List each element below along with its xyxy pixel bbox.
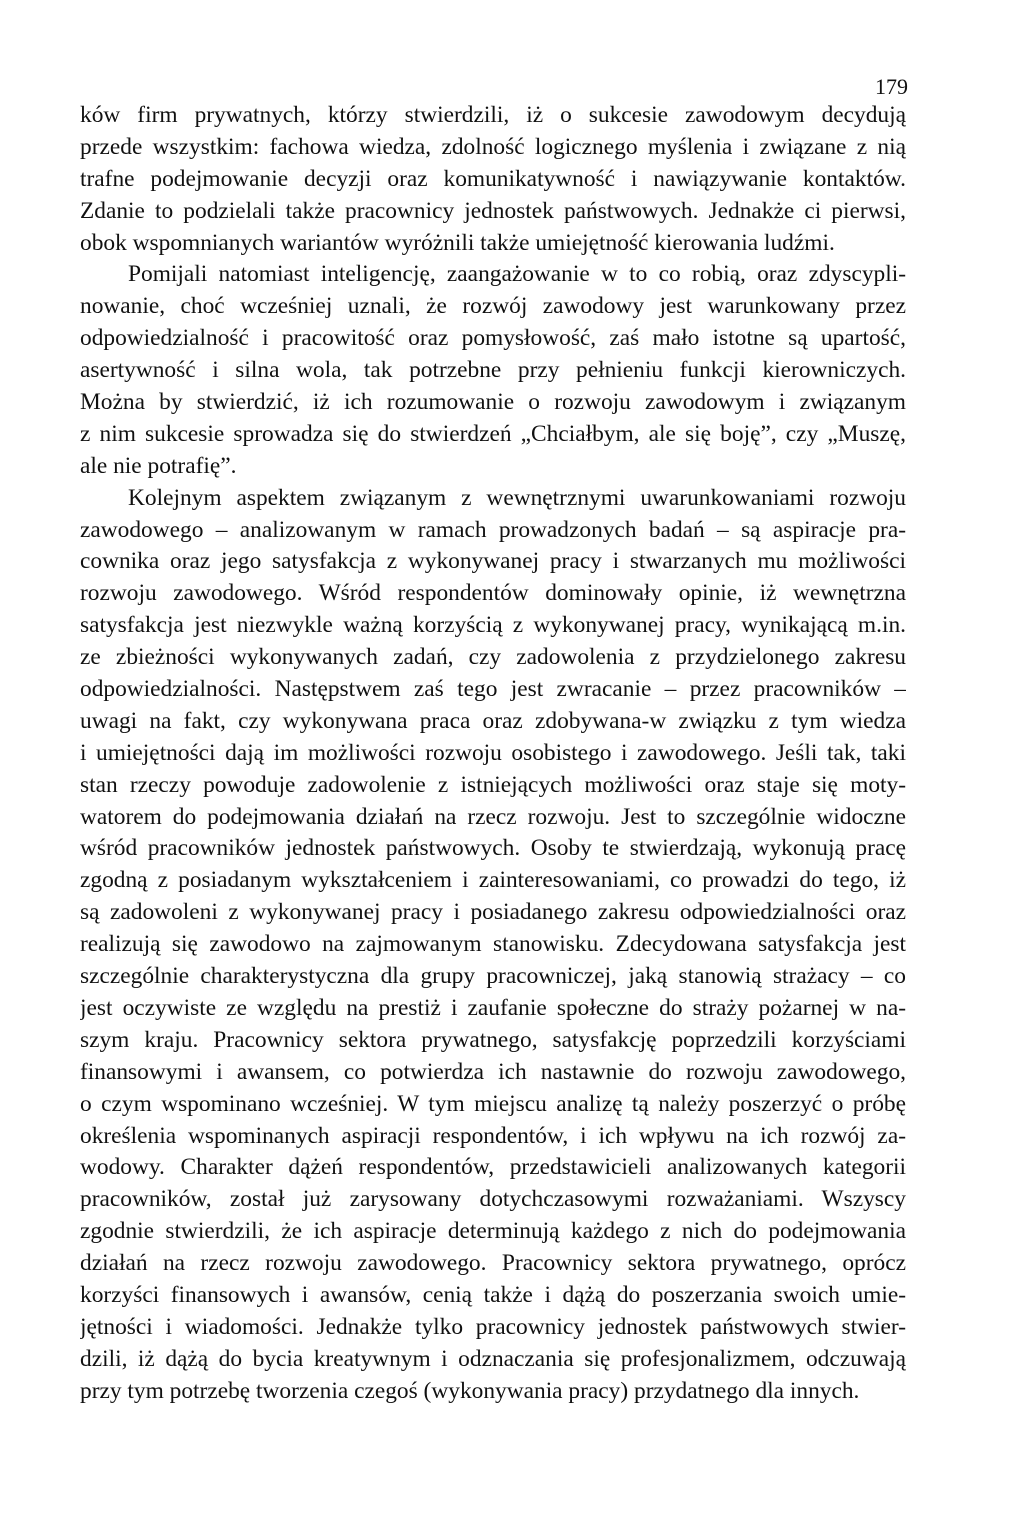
text-line: działań na rzecz rozwoju zawodowego. Pracownicy sektora prywatnego, oprócz bbox=[80, 1250, 906, 1277]
text-line: ze zbieżności wykonywanych zadań, czy zadowolenia z przydzielonego zakresu bbox=[80, 644, 906, 671]
text-line: zgodnie stwierdzili, że ich aspiracje determinują każdego z nich do podejmowania bbox=[80, 1218, 906, 1245]
text-line: przy tym potrzebę tworzenia czegoś (wykonywania pracy) przydatnego dla innych. bbox=[80, 1377, 860, 1404]
text-line: pracowników, został już zarysowany dotychczasowymi rozważaniami. Wszyscy bbox=[80, 1186, 906, 1213]
text-line: uwagi na fakt, czy wykonywana praca oraz zdobywana-w związku z tym wiedza bbox=[80, 707, 906, 734]
text-line: są zadowoleni z wykonywanej pracy i posiadanego zakresu odpowiedzialności oraz bbox=[80, 899, 906, 926]
text-line: przede wszystkim: fachowa wiedza, zdolność logicznego myślenia i związane z nią bbox=[80, 133, 906, 160]
text-line: finansowymi i awansem, co potwierdza ich nastawnie do rozwoju zawodowego, bbox=[80, 1058, 906, 1085]
text-line: z nim sukcesie sprowadza się do stwierdzeń „Chciałbym, ale się boję”, czy „Muszę, bbox=[80, 420, 906, 447]
text-line: satysfakcja jest niezwykle ważną korzyścią z wykonywanej pracy, wynikającą m.in. bbox=[80, 612, 906, 639]
text-line: jętności i wiadomości. Jednakże tylko pracownicy jednostek państwowych stwier- bbox=[80, 1313, 906, 1340]
text-line: zgodną z posiadanym wykształceniem i zainteresowaniami, co prowadzi do tego, iż bbox=[80, 867, 906, 894]
text-line: określenia wspominanych aspiracji respondentów, i ich wpływu na ich rozwój za- bbox=[80, 1122, 906, 1149]
text-line: dzili, iż dążą do bycia kreatywnym i odznaczania się profesjonalizmem, odczuwają bbox=[80, 1345, 906, 1372]
text-line: nowanie, choć wcześniej uznali, że rozwój zawodowy jest warunkowany przez bbox=[80, 293, 906, 320]
text-line: asertywność i silna wola, tak potrzebne przy pełnieniu funkcji kierowniczych. bbox=[80, 357, 906, 384]
text-line: cownika oraz jego satysfakcja z wykonywanej pracy i stwarzanych mu możliwości bbox=[80, 548, 906, 575]
text-line: watorem do podejmowania działań na rzecz rozwoju. Jest to szczególnie widoczne bbox=[80, 803, 906, 830]
text-line: odpowiedzialność i pracowitość oraz pomysłowość, zaś mało istotne są upartość, bbox=[80, 325, 906, 352]
text-line: Zdanie to podzielali także pracownicy jednostek państwowych. Jednakże ci pierwsi, bbox=[80, 197, 906, 224]
text-line: ale nie potrafię”. bbox=[80, 452, 237, 479]
text-line: obok wspomnianych wariantów wyróżnili także umiejętność kierowania ludźmi. bbox=[80, 229, 835, 256]
text-line: i umiejętności dają im możliwości rozwoju osobistego i zawodowego. Jeśli tak, taki bbox=[80, 739, 906, 766]
text-line: realizują się zawodowo na zajmowanym stanowisku. Zdecydowana satysfakcja jest bbox=[80, 931, 906, 958]
text-line: wodowy. Charakter dążeń respondentów, przedstawicieli analizowanych kategorii bbox=[80, 1154, 906, 1181]
text-line: ków firm prywatnych, którzy stwierdzili, iż o sukcesie zawodowym decydują bbox=[80, 102, 906, 128]
text-line: Można by stwierdzić, iż ich rozumowanie o rozwoju zawodowym i związanym bbox=[80, 389, 906, 416]
text-line: Kolejnym aspektem związanym z wewnętrznymi uwarunkowaniami rozwoju bbox=[128, 484, 906, 511]
text-line: zawodowego – analizowanym w ramach prowadzonych badań – są aspiracje pra- bbox=[80, 516, 906, 543]
text-line: rozwoju zawodowego. Wśród respondentów dominowały opinie, iż wewnętrzna bbox=[80, 580, 906, 607]
text-line: Pomijali natomiast inteligencję, zaangażowanie w to co robią, oraz zdyscypli- bbox=[128, 261, 906, 288]
body-text bbox=[80, 100, 906, 1408]
text-line: korzyści finansowych i awansów, cenią także i dążą do poszerzania swoich umie- bbox=[80, 1281, 906, 1308]
text-line: odpowiedzialności. Następstwem zaś tego jest zwracanie – przez pracowników – bbox=[80, 676, 906, 703]
page-number: 179 bbox=[875, 74, 908, 99]
text-line: stan rzeczy powoduje zadowolenie z istniejących możliwości oraz staje się moty- bbox=[80, 771, 906, 798]
text-line: wśród pracowników jednostek państwowych. Osoby te stwierdzają, wykonują pracę bbox=[80, 835, 906, 862]
text-line: o czym wspominano wcześniej. W tym miejscu analizę tą należy poszerzyć o próbę bbox=[80, 1090, 906, 1117]
text-line: szym kraju. Pracownicy sektora prywatnego, satysfakcję poprzedzili korzyściami bbox=[80, 1026, 906, 1053]
text-line: szczególnie charakterystyczna dla grupy pracowniczej, jaką stanowią strażacy – co bbox=[80, 963, 906, 990]
text-line: jest oczywiste ze względu na prestiż i zaufanie społeczne do straży pożarnej w na- bbox=[80, 994, 906, 1021]
text-line: trafne podejmowanie decyzji oraz komunikatywność i nawiązywanie kontaktów. bbox=[80, 165, 906, 192]
